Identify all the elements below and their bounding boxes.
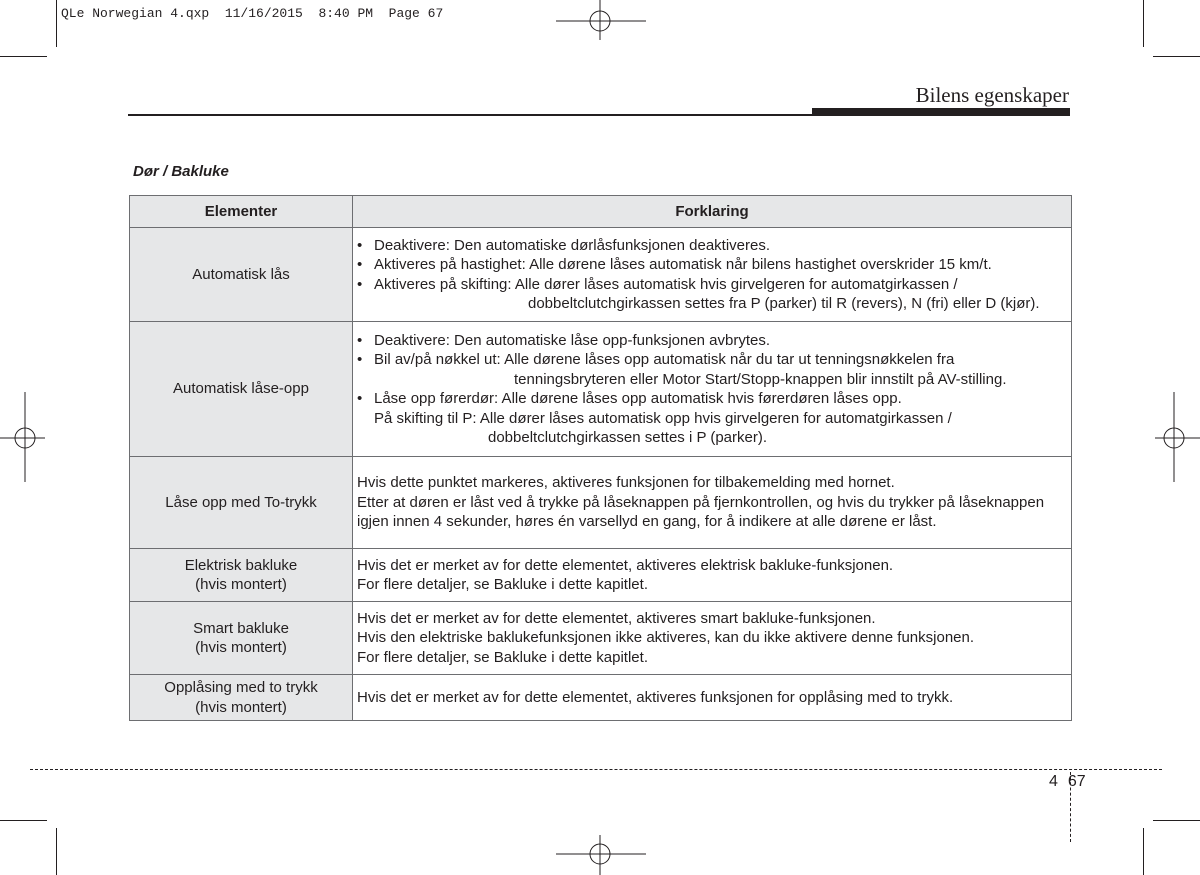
element-label: Låse opp med To-trykk bbox=[165, 493, 317, 511]
bullet-icon: • bbox=[357, 390, 363, 407]
crop-mark-top-right-v bbox=[1143, 0, 1144, 47]
explanation-line: Hvis det er merket av for dette elementet, aktiveres funksjonen for opplåsing med to trykk. bbox=[357, 688, 954, 706]
element-cell bbox=[130, 675, 353, 721]
registration-mark-bottom-icon bbox=[556, 835, 646, 875]
crop-mark-bottom-right-v bbox=[1143, 828, 1144, 875]
element-label: (hvis montert) bbox=[195, 639, 287, 656]
explanation-cell bbox=[353, 602, 1072, 675]
crop-mark-bottom-left-v bbox=[56, 828, 57, 875]
header-rule bbox=[128, 114, 812, 116]
crop-mark-bottom-left-h bbox=[0, 820, 47, 821]
crop-mark-top-left-v bbox=[56, 0, 57, 47]
bullet-item bbox=[357, 331, 1065, 351]
element-label: Elektrisk bakluke bbox=[184, 556, 298, 574]
explanation-line: Hvis den elektriske baklukefunksjonen ikke aktiveres, kan du ikke aktivere denne funksjonen. bbox=[357, 629, 975, 647]
chapter-number: 4 bbox=[1049, 773, 1058, 790]
explanation-line: tenningsbryteren eller Motor Start/Stopp-knappen blir innstilt på AV-stilling. bbox=[514, 370, 1007, 388]
bullet-item bbox=[357, 236, 1065, 256]
crop-mark-bottom-right-h bbox=[1153, 820, 1200, 821]
element-cell bbox=[130, 322, 353, 457]
header-rule-thick bbox=[812, 108, 1070, 116]
table-row bbox=[130, 549, 1072, 602]
element-label: Opplåsing med to trykk bbox=[164, 679, 318, 696]
explanation-line: dobbeltclutchgirkassen settes fra P (parker) til R (revers), N (fri) eller D (kjør). bbox=[528, 295, 1040, 312]
page-number bbox=[1049, 773, 1086, 791]
explanation-cell bbox=[353, 322, 1072, 457]
bullet-item bbox=[357, 350, 1065, 370]
footer-dashed-rule bbox=[30, 769, 1162, 770]
crop-mark-top-right-h bbox=[1153, 56, 1200, 57]
element-cell bbox=[130, 228, 353, 322]
crop-mark-top-left-h bbox=[0, 56, 47, 57]
bullet-text: Aktiveres på hastighet: Alle dørene låses automatisk når bilens hastighet overskrider 15 km/t. bbox=[374, 256, 992, 273]
table-row bbox=[130, 457, 1072, 549]
bullet-text: Låse opp førerdør: Alle dørene låses opp automatisk hvis førerdøren låses opp. bbox=[374, 390, 902, 407]
explanation-cell bbox=[353, 675, 1072, 721]
settings-table bbox=[129, 195, 1072, 721]
explanation-line: Hvis det er merket av for dette elementet, aktiveres smart bakluke-funksjonen. bbox=[357, 609, 876, 627]
print-slug: QLe Norwegian 4.qxp 11/16/2015 8:40 PM Page 67 bbox=[61, 6, 444, 21]
table-row bbox=[130, 675, 1072, 721]
bullet-icon: • bbox=[357, 275, 363, 293]
bullet-icon: • bbox=[357, 236, 363, 254]
element-cell bbox=[130, 457, 353, 549]
page-number-value: 67 bbox=[1067, 773, 1086, 790]
element-label: Smart bakluke bbox=[193, 619, 289, 637]
explanation-line: For flere detaljer, se Bakluke i dette kapitlet. bbox=[357, 576, 648, 593]
bullet-item bbox=[357, 255, 1065, 275]
running-header-title: Bilens egenskaper bbox=[915, 83, 1069, 107]
element-label: Automatisk lås bbox=[192, 265, 290, 283]
bullet-item bbox=[357, 275, 1065, 295]
bullet-icon: • bbox=[357, 351, 363, 368]
bullet-text: Bil av/på nøkkel ut: Alle dørene låses opp automatisk når du tar ut tenningsnøkkelen fra bbox=[374, 351, 955, 368]
explanation-cell bbox=[353, 228, 1072, 322]
explanation-line: Hvis dette punktet markeres, aktiveres funksjonen for tilbakemelding med hornet. bbox=[357, 474, 895, 492]
explanation-line: For flere detaljer, se Bakluke i dette kapitlet. bbox=[357, 648, 648, 666]
table-row bbox=[130, 322, 1072, 457]
explanation-line: Etter at døren er låst ved å trykke på låseknappen på fjernkontrollen, og hvis du trykker på låseknappen igjen innen 4 sekunder, høres én varsellyd en gang, for å indikere at alle dørene er låst. bbox=[357, 493, 1045, 531]
bullet-item bbox=[357, 389, 1065, 409]
column-header-element: Elementer bbox=[130, 196, 353, 228]
table-row bbox=[130, 602, 1072, 675]
bullet-text: Deaktivere: Den automatiske låse opp-funksjonen avbrytes. bbox=[374, 331, 771, 349]
registration-mark-right-icon bbox=[1155, 392, 1200, 482]
bullet-text: Aktiveres på skifting: Alle dører låses automatisk hvis girvelgeren for automatgirkassen / bbox=[374, 275, 958, 293]
explanation-line: dobbeltclutchgirkassen settes i P (parker). bbox=[488, 429, 768, 446]
registration-mark-top-icon bbox=[556, 0, 646, 40]
section-title: Dør / Bakluke bbox=[133, 163, 229, 180]
element-label: (hvis montert) bbox=[195, 698, 287, 716]
bullet-icon: • bbox=[357, 331, 363, 349]
bullet-text: Deaktivere: Den automatiske dørlåsfunksjonen deaktiveres. bbox=[374, 236, 771, 254]
element-label: Automatisk låse-opp bbox=[173, 380, 309, 398]
bullet-icon: • bbox=[357, 256, 363, 273]
element-cell bbox=[130, 602, 353, 675]
explanation-cell bbox=[353, 549, 1072, 602]
explanation-line: Hvis det er merket av for dette elementet, aktiveres elektrisk bakluke-funksjonen. bbox=[357, 556, 894, 574]
element-label: (hvis montert) bbox=[195, 576, 287, 593]
explanation-line: På skifting til P: Alle dører låses automatisk opp hvis girvelgeren for automatgirkassen / bbox=[374, 409, 952, 427]
column-header-explanation: Forklaring bbox=[353, 196, 1072, 228]
table-header-row bbox=[130, 196, 1072, 228]
explanation-cell bbox=[353, 457, 1072, 549]
element-cell bbox=[130, 549, 353, 602]
table-row bbox=[130, 228, 1072, 322]
registration-mark-left-icon bbox=[0, 392, 45, 482]
